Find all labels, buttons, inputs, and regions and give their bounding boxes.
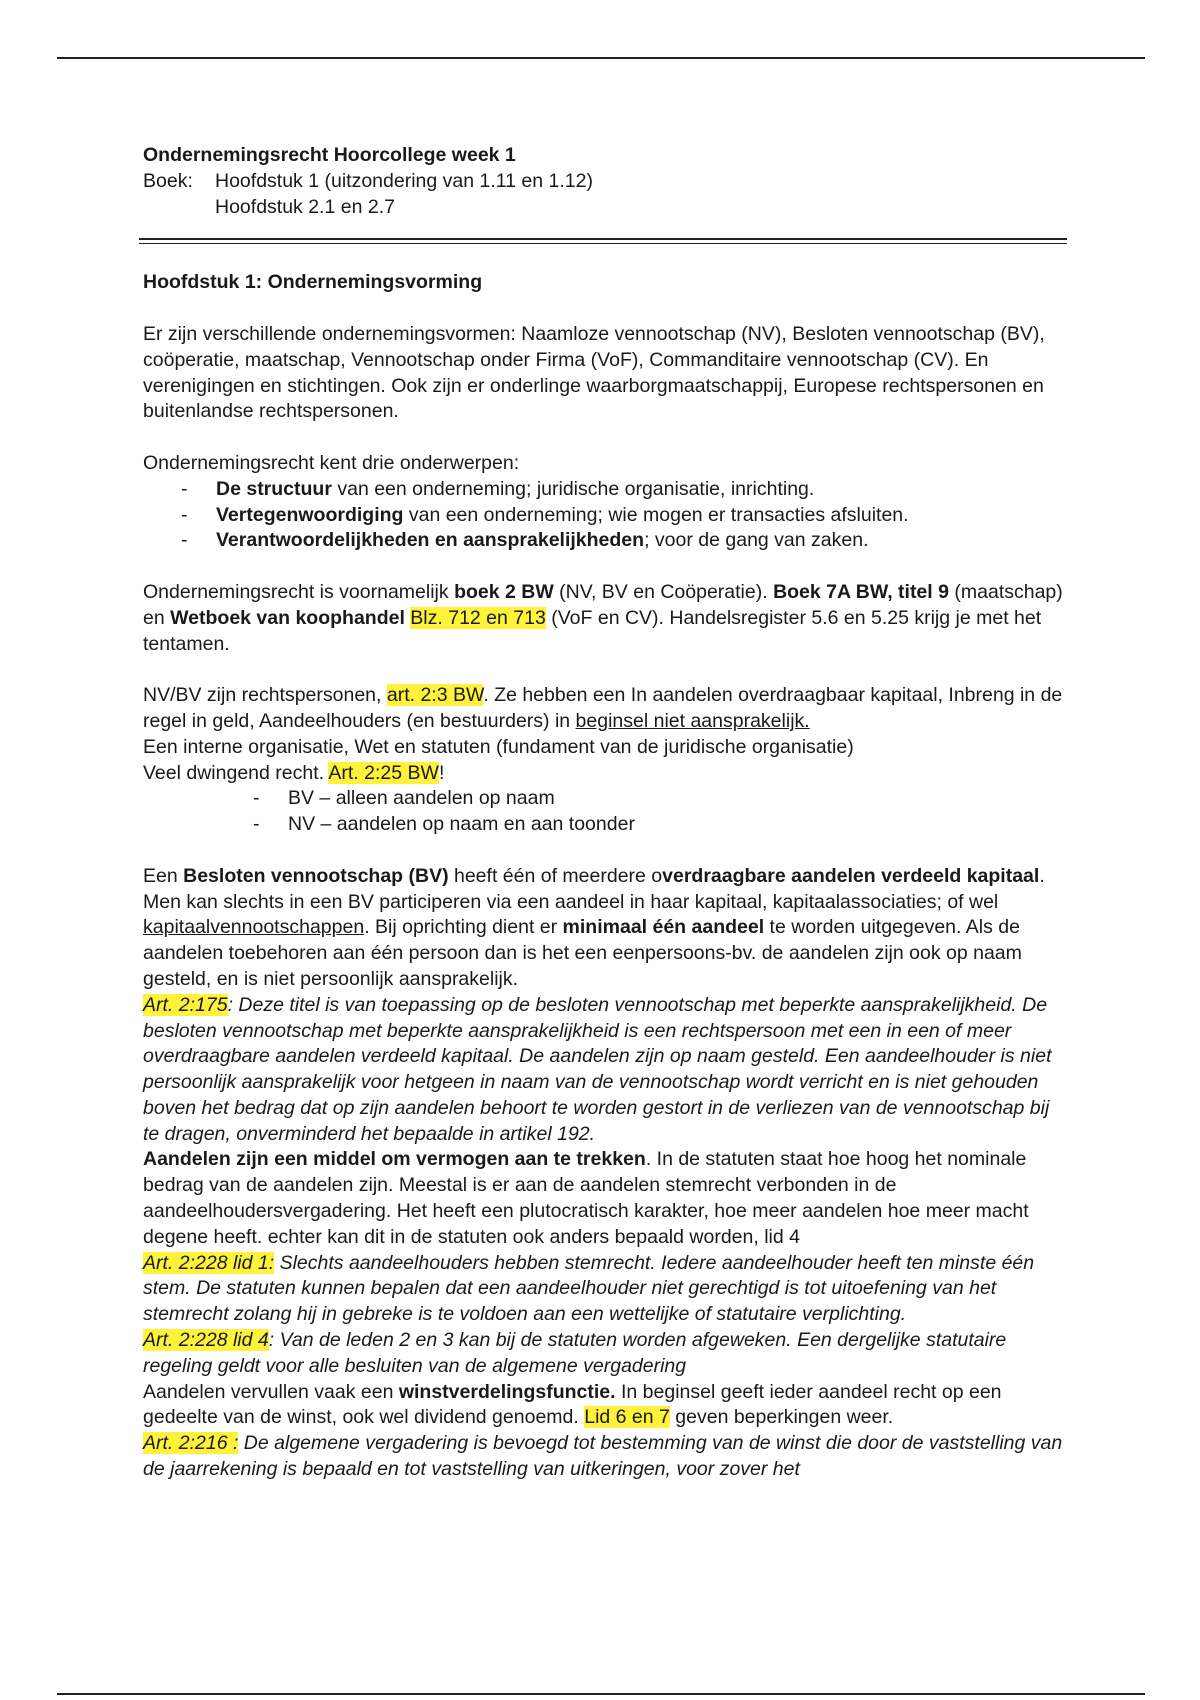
topics-lead: Ondernemingsrecht kent drie onderwerpen: [143, 451, 520, 474]
highlight: Art. 2:25 BW [328, 761, 439, 784]
bv-paragraph: Een Besloten vennootschap (BV) heeft één of meerdere overdraagbare aandelen verdeeld kapitaal. Men kan slechts in een BV participeren via een aandeel in haar kapitaal, kapitaalassociaties; of wel kapitaalvennootschappen. Bij oprichting dient er minimaal één aandeel te worden uitgegeven. Als de aandelen toebehoren aan één persoon dan is het een eenpersoons-bv. de aandelen zijn ook op naam gesteld, en is niet persoonlijk aansprakelijk. [143, 864, 1045, 990]
aandelen-paragraph: Aandelen zijn een middel om vermogen aan te trekken. In de statuten staat hoe hoog het nominale bedrag van de aandelen zijn. Meestal is er aan de aandelen stemrecht verbonden in de aandeelhoudersvergadering. Het heeft een plutocratisch karakter, hoe meer aandelen hoe meer macht degene heeft. echter kan dit in de statuten ook anders bepaald worden, lid 4 [143, 1148, 1029, 1248]
sources-paragraph: Ondernemingsrecht is voornamelijk boek 2 BW (NV, BV en Coöperatie). Boek 7A BW, titel 9 (maatschap) en Wetboek van koophandel Blz. 712 en 713 (VoF en CV). Handelsregister 5.6 en 5.25 krijg je met het tentamen. [143, 580, 1063, 655]
highlight: Art. 2:175 [143, 993, 228, 1016]
page-bottom-rule [57, 1693, 1145, 1695]
list-item: - De structuur van een onderneming; juridische organisatie, inrichting. [181, 477, 815, 500]
article-2-228-lid-1: Art. 2:228 lid 1: Slechts aandeelhouders hebben stemrecht. Iedere aandeelhouder heeft ten minste één stem. De statuten kunnen bepalen dat een aandeelhouder niet gerechtigd is tot uitoefening van het stemrecht zolang hij in gebreke is te voldoen aan een wettelijke of statutaire verplichting. [143, 1251, 1035, 1326]
intro-paragraph: Er zijn verschillende ondernemingsvormen: Naamloze vennootschap (NV), Besloten vennootschap (BV), coöperatie, maatschap, Vennootschap onder Firma (VoF), Commanditaire vennootschap (CV). En verenigingen en stichtingen. Ook zijn er onderlinge waarborgmaatschappij, Europese rechtspersonen en buitenlandse rechtspersonen. [143, 322, 1045, 423]
page-top-rule [57, 57, 1145, 59]
list-item: - NV – aandelen op naam en aan toonder [253, 813, 635, 836]
document-title: Ondernemingsrecht Hoorcollege week 1 [143, 144, 516, 166]
share-types-list [143, 786, 1063, 838]
highlight: Art. 2:228 lid 4 [143, 1329, 269, 1352]
highlight: Art. 2:216 : [143, 1432, 239, 1455]
article-2-228-lid-4: Art. 2:228 lid 4: Van de leden 2 en 3 kan bij de statuten worden afgeweken. Een dergelijke statutaire regeling geldt voor alle besluiten van de algemene vergadering [143, 1329, 1007, 1377]
highlight: art. 2:3 BW [386, 684, 484, 707]
document-page [143, 143, 1063, 1483]
winst-paragraph: Aandelen vervullen vaak een winstverdelingsfunctie. In beginsel geeft ieder aandeel recht op een gedeelte van de winst, ook wel dividend genoemd. Lid 6 en 7 geven beperkingen weer. [143, 1380, 1002, 1429]
topics-list [143, 477, 1063, 554]
highlight: Art. 2:228 lid 1: [143, 1251, 275, 1274]
boek-chapters [215, 169, 593, 221]
boek-line-2: Hoofdstuk 2.1 en 2.7 [215, 195, 395, 218]
header-double-rule [139, 238, 1067, 244]
nvbv-paragraph: NV/BV zijn rechtspersonen, art. 2:3 BW. Ze hebben een In aandelen overdraagbaar kapitaal, Inbreng in de regel in geld, Aandeelhouders (en bestuurders) in beginsel niet aansprakelijk. [143, 684, 1063, 732]
boek-line-1: Hoofdstuk 1 (uitzondering van 1.11 en 1.12) [215, 169, 593, 192]
nvbv-line-3: Veel dwingend recht. Art. 2:25 BW! [143, 761, 445, 784]
highlight: Lid 6 en 7 [584, 1406, 670, 1429]
section-heading: Hoofdstuk 1: Ondernemingsvorming [143, 271, 483, 294]
nvbv-line-2: Een interne organisatie, Wet en statuten (fundament van de juridische organisatie) [143, 735, 854, 758]
boek-label: Boek: [143, 169, 193, 192]
boek-row [143, 169, 1063, 221]
list-item: - BV – alleen aandelen op naam [253, 787, 555, 810]
list-item: - Vertegenwoordiging van een onderneming; wie mogen er transacties afsluiten. [181, 503, 909, 526]
list-item: - Verantwoordelijkheden en aansprakelijkheden; voor de gang van zaken. [181, 529, 869, 552]
article-2-175: Art. 2:175: Deze titel is van toepassing op de besloten vennootschap met beperkte aansprakelijkheid. De besloten vennootschap met beperkte aansprakelijkheid is een rechtspersoon met een in een of meer overdraagbare aandelen verdeeld kapitaal. De aandelen zijn op naam gesteld. Een aandeelhouder is niet persoonlijk aansprakelijk voor hetgeen in naam van de vennootschap wordt verricht en is niet gehouden boven het bedrag dat op zijn aandelen behoort te worden gestort in de verliezen van de vennootschap bij te dragen, onverminderd het bepaalde in artikel 192. [143, 993, 1052, 1145]
highlight: Blz. 712 en 713 [410, 606, 546, 629]
article-2-216: Art. 2:216 : De algemene vergadering is bevoegd tot bestemming van de winst die door de vaststelling van de jaarrekening is bepaald en tot vaststelling van uitkeringen, voor zover het [143, 1432, 1063, 1481]
